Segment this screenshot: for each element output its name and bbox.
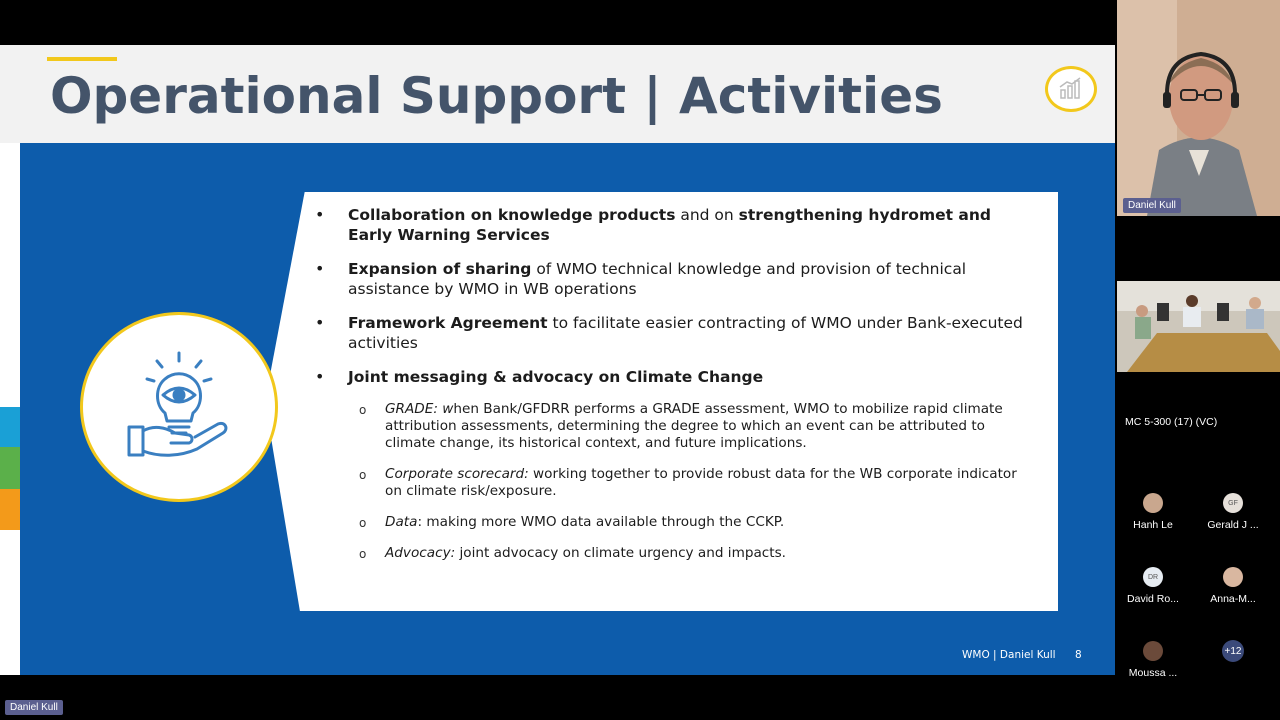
hand-lightbulb-eye-icon [80,312,278,502]
participant-name: Gerald J ... [1207,519,1259,531]
title-bar [0,45,1115,143]
avatar: DR [1143,567,1163,587]
speaker-name-tag: Daniel Kull [1123,198,1181,213]
sub-bullet-item: o Corporate scorecard: working together to provide robust data for the WB corporate indicator on climate risk/exposure. [359,466,1017,499]
slide-title: Operational Support | Activities [50,67,943,125]
participant-tile[interactable] [1118,567,1188,605]
color-stripe [0,489,20,530]
participant-name: Hanh Le [1133,519,1173,531]
avatar [1223,567,1243,587]
sub-bullet-item: o GRADE: when Bank/GFDRR performs a GRADE assessment, WMO to mobilize rapid climate attribution assessments, determining the degree to which an event can be attributed to climate change, its historical context, and future implications. [359,401,1003,451]
participant-name: Moussa ... [1128,667,1178,679]
presentation-slide [0,45,1115,675]
speaker-video-image [1117,0,1280,216]
participant-name: Anna-M... [1210,593,1256,605]
participant-tile[interactable] [1198,567,1268,605]
bullet-item: • Expansion of sharing of WMO technical knowledge and provision of technical assistance by WMO in WB operations [315,259,1035,299]
participant-tile[interactable] [1118,641,1188,679]
presenter-name-tag: Daniel Kull [5,700,63,715]
bar-chart-icon [1045,66,1097,112]
participant-tile[interactable] [1118,493,1188,531]
bullet-item: • Collaboration on knowledge products and on strengthening hydromet and Early Warning Services [315,205,1035,245]
sub-bullet-item: o Advocacy: joint advocacy on climate urgency and impacts. [359,545,786,561]
avatar: GF [1223,493,1243,513]
more-participants-button[interactable] [1198,640,1268,662]
page-number: 8 [1075,649,1082,661]
slide-footer: WMO | Daniel Kull [962,649,1056,661]
color-stripe [0,447,20,489]
participant-name: David Ro... [1127,593,1179,605]
bullet-item: • Joint messaging & advocacy on Climate Change [315,367,1035,387]
avatar [1143,641,1163,661]
room-name: MC 5-300 (17) (VC) [1125,416,1218,428]
bullet-list [315,205,1035,576]
color-stripe [0,407,20,447]
room-video[interactable] [1117,281,1280,372]
room-video-image [1117,281,1280,372]
sub-bullet-item: o Data: making more WMO data available through the CCKP. [359,514,785,530]
participant-tile[interactable] [1198,493,1268,531]
title-accent-line [47,57,117,61]
bullet-item: • Framework Agreement to facilitate easier contracting of WMO under Bank-executed activities [315,313,1035,353]
speaker-video[interactable] [1117,0,1280,216]
avatar [1143,493,1163,513]
more-participants-count: +12 [1222,640,1244,662]
